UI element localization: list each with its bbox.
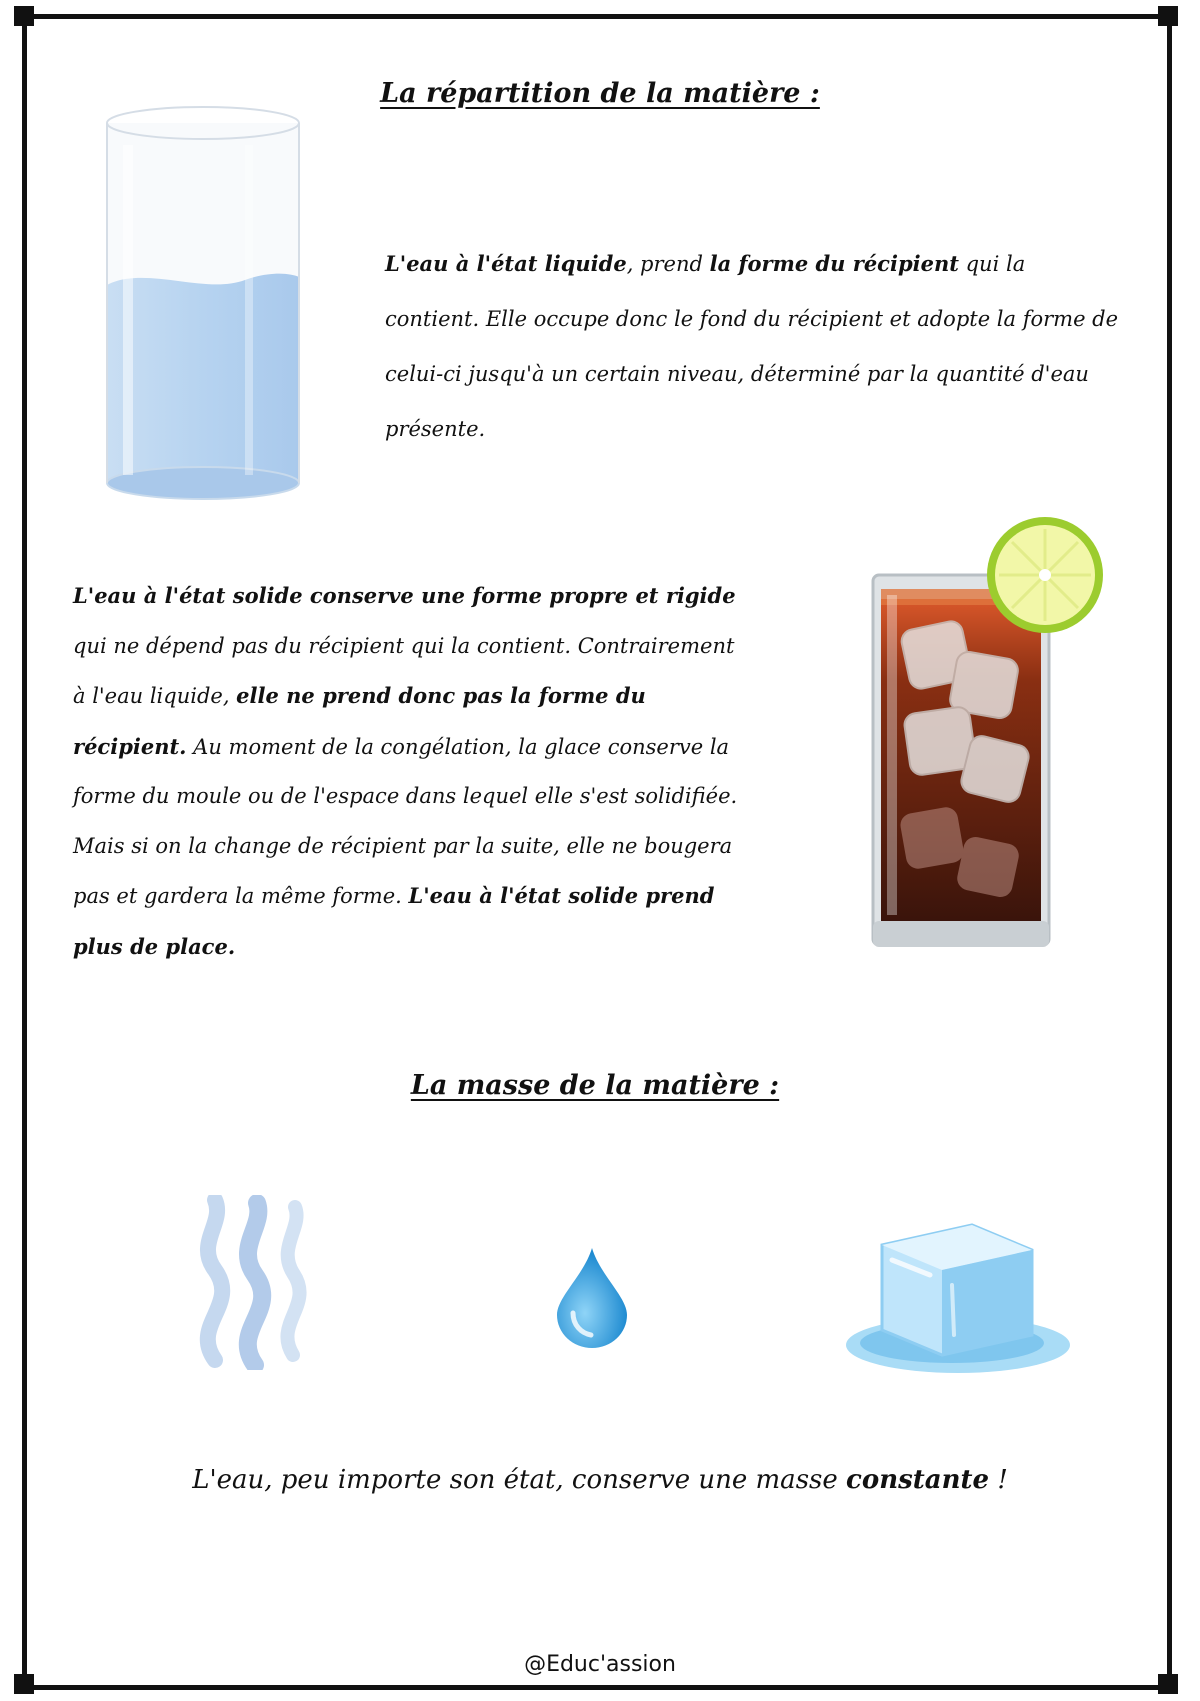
conclusion-sentence	[0, 1465, 1200, 1495]
section-title-repartition: La répartition de la matière :	[380, 78, 820, 109]
solid-normal-a: qui ne dépend pas du récipient qui la contient. Contrairement à l'eau liquide,	[73, 633, 735, 708]
corner-mark	[14, 6, 34, 26]
solid-normal-b: Au moment de la congélation, la glace conserve la forme du moule ou de l'espace dans lequel elle s'est solidifiée. Mais si on la change de récipient par la suite, elle ne bougera pas et gardera la même forme.	[73, 734, 738, 908]
conclusion-normal-b: !	[989, 1465, 1008, 1495]
conclusion-bold: constante	[846, 1465, 990, 1495]
solid-bold-c: L'eau à l'état solide prend plus de place.	[73, 883, 715, 959]
conclusion-normal-a: L'eau, peu importe son état, conserve une masse	[192, 1465, 847, 1495]
liquid-normal-b: qui la contient. Elle occupe donc le fond du récipient et adopte la forme de celui-ci jusqu'à un certain niveau, déterminé par la quantité d'eau présente.	[385, 252, 1119, 441]
steam-vapor-icon	[185, 1195, 325, 1370]
corner-mark	[1158, 1674, 1178, 1694]
footer-credit: @Educ'assion	[524, 1652, 676, 1677]
glass-with-ice-and-lemon-icon	[865, 505, 1110, 960]
solid-bold-a: L'eau à l'état solide conserve une forme propre et rigide	[73, 583, 736, 608]
water-drop-icon	[555, 1245, 630, 1350]
solid-paragraph	[73, 571, 753, 972]
section-title-masse: La masse de la matière :	[410, 1070, 780, 1101]
corner-mark	[1158, 6, 1178, 26]
liquid-normal-a: , prend	[626, 252, 710, 276]
glass-of-water-icon	[95, 105, 310, 510]
liquid-bold-a: L'eau à l'état liquide	[385, 251, 627, 276]
melting-ice-cube-icon	[842, 1205, 1074, 1380]
liquid-paragraph	[385, 236, 1125, 457]
solid-bold-b: elle ne prend donc pas la forme du récipient.	[73, 683, 646, 759]
corner-mark	[14, 1674, 34, 1694]
liquid-bold-b: la forme du récipient	[709, 251, 959, 276]
